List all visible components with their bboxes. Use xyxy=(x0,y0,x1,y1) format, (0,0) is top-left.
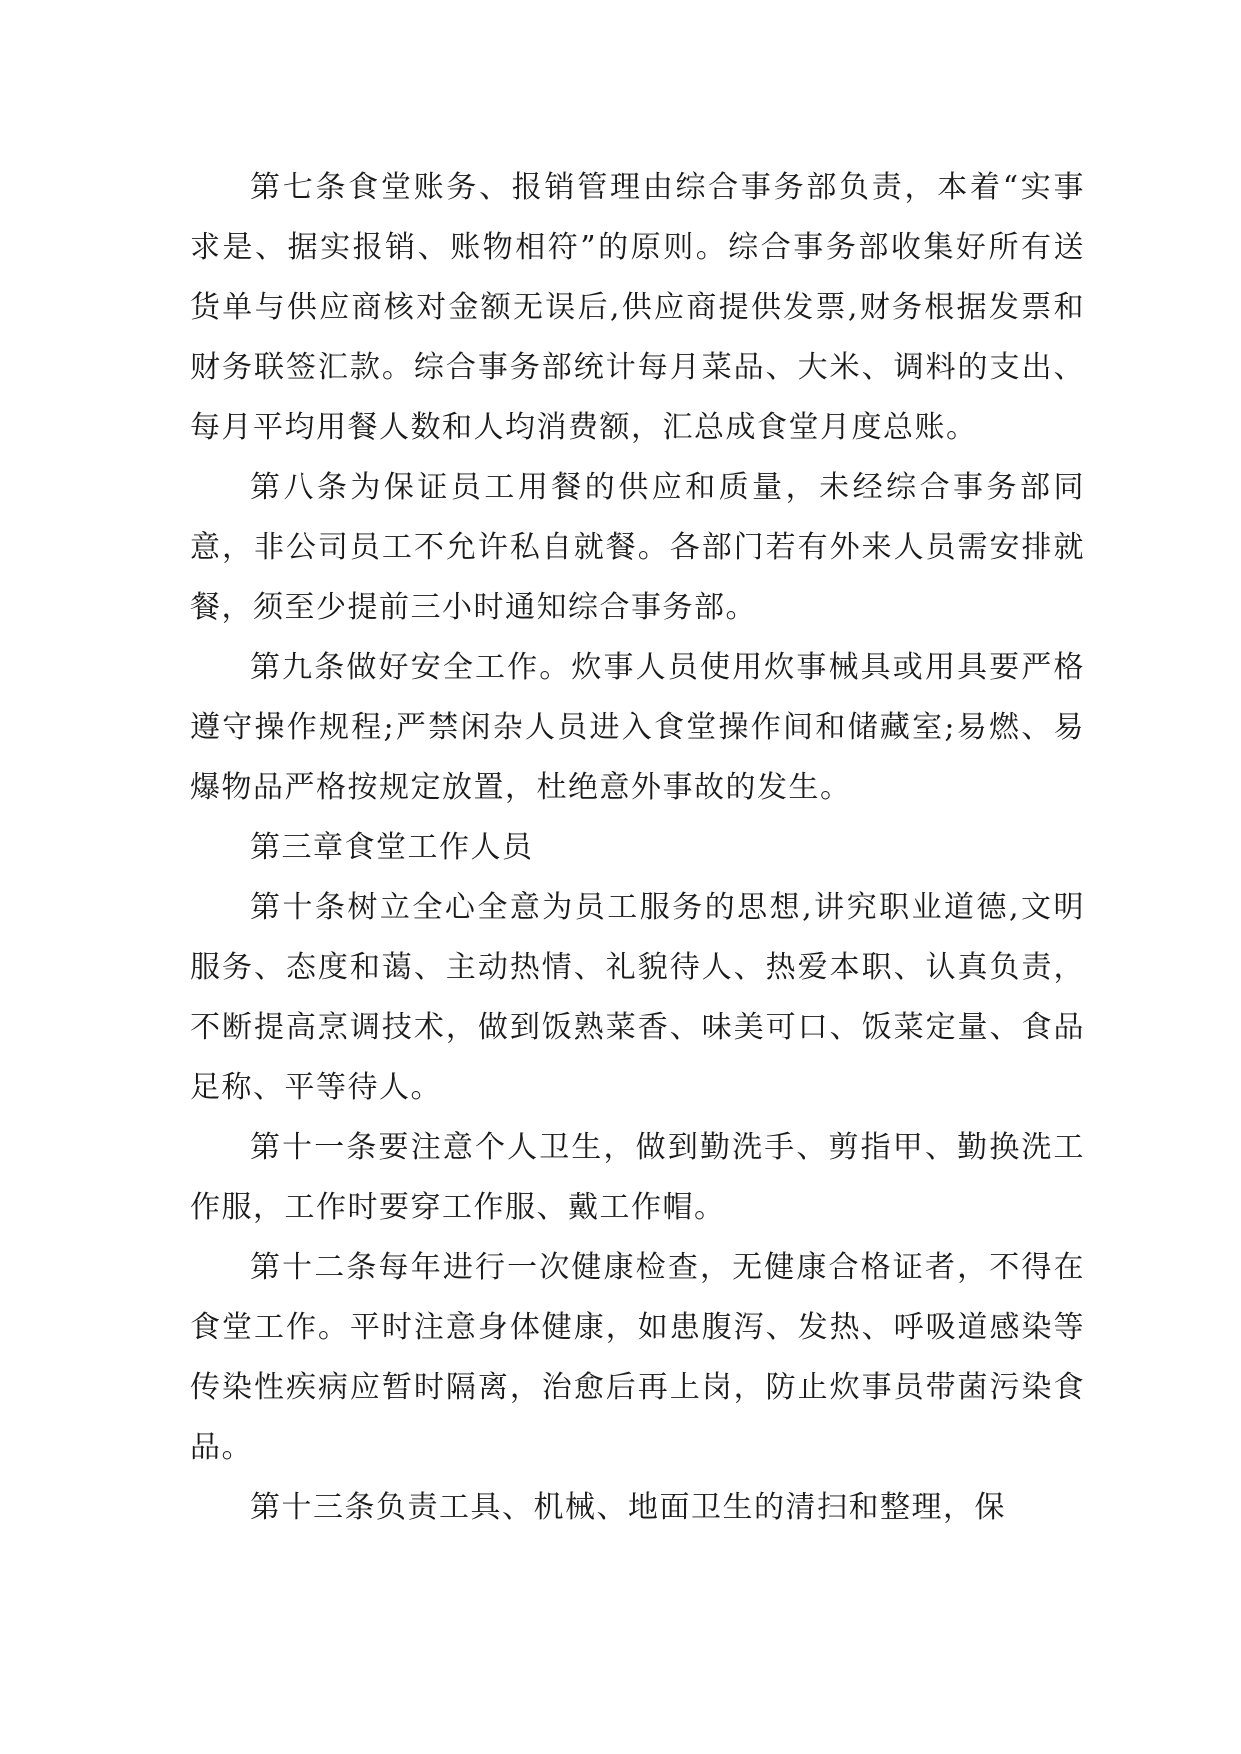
paragraph-article-11: 第十一条要注意个人卫生，做到勤洗手、剪指甲、勤换洗工作服，工作时要穿工作服、戴工作帽。 xyxy=(190,1130,1085,1225)
paragraph-article-7: 第七条食堂账务、报销管理由综合事务部负责，本着“实事求是、据实报销、账物相符”的原则。综合事务部收集好所有送货单与供应商核对金额无误后,供应商提供发票,财务根据发票和财务联签汇款。综合事务部统计每月菜品、大米、调料的支出、每月平均用餐人数和人均消费额，汇总成食堂月度总账。 xyxy=(190,170,1085,445)
paragraph-article-12: 第十二条每年进行一次健康检查，无健康合格证者，不得在食堂工作。平时注意身体健康，如患腹泻、发热、呼吸道感染等传染性疾病应暂时隔离，治愈后再上岗，防止炊事员带菌污染食品。 xyxy=(190,1250,1085,1465)
paragraph-article-8: 第八条为保证员工用餐的供应和质量，未经综合事务部同意，非公司员工不允许私自就餐。各部门若有外来人员需安排就餐，须至少提前三小时通知综合事务部。 xyxy=(190,470,1085,625)
paragraph-article-10: 第十条树立全心全意为员工服务的思想,讲究职业道德,文明服务、态度和蔼、主动热情、礼貌待人、热爱本职、认真负责，不断提高烹调技术，做到饭熟菜香、味美可口、饭菜定量、食品足称、平等待人。 xyxy=(190,890,1085,1105)
chapter-heading-3: 第三章食堂工作人员 xyxy=(250,830,534,865)
paragraph-article-9: 第九条做好安全工作。炊事人员使用炊事械具或用具要严格遵守操作规程;严禁闲杂人员进入食堂操作间和储藏室;易燃、易爆物品严格按规定放置，杜绝意外事故的发生。 xyxy=(190,650,1085,805)
paragraph-article-13: 第十三条负责工具、机械、地面卫生的清扫和整理，保 xyxy=(250,1490,1006,1525)
document-body xyxy=(190,158,1085,1538)
